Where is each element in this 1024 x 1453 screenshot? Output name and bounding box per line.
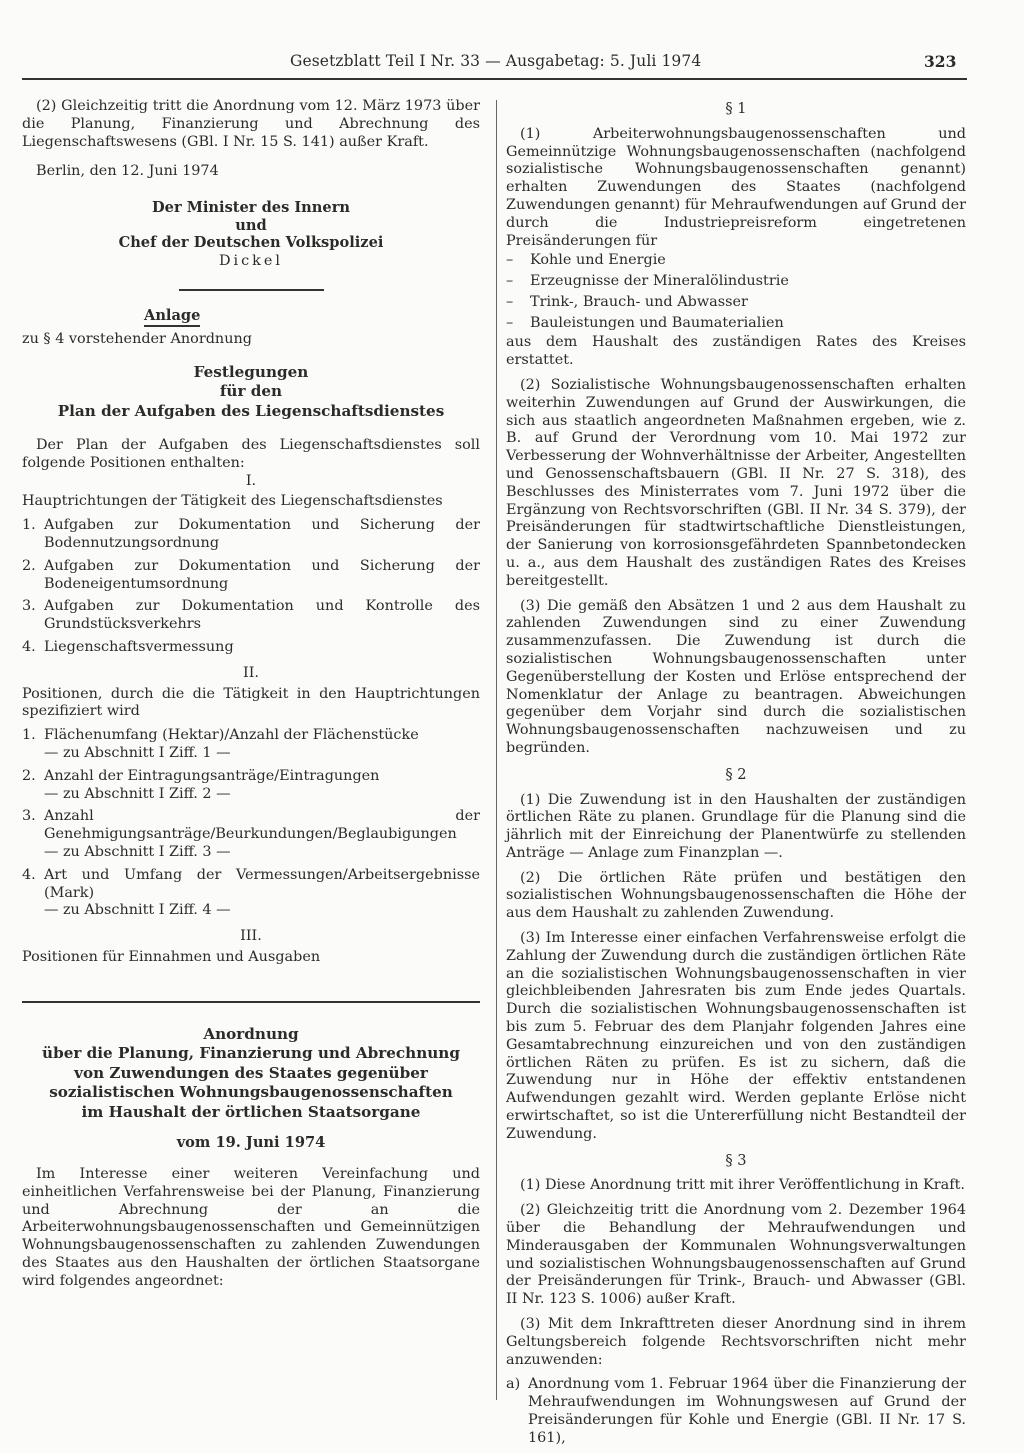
order-title-line: von Zuwendungen des Staates gegenüber [74,1063,428,1082]
paragraph-3-heading: § 3 [725,1151,747,1169]
paragraph-2-clause-1: (1) Die Zuwendung ist in den Haushalten der zuständigen örtlichen Räte zu planen. Grundlage für die Planung sind die jährlich mit der Einreichung der Planentwürfe zu stellenden Anträge — Anlage zum Finanzplan —. [506,791,966,861]
anlage-title-1: Festlegungen [193,362,309,381]
list-item: 3. Aufgaben zur Dokumentation und Kontrolle des Grundstücksverkehrs [22,598,480,633]
order-date: vom 19. Juni 1974 [176,1134,326,1152]
paragraph-2-clause-3: (3) Im Interesse einer einfachen Verfahrensweise erfolgt die Zahlung der Zuwendung durch die zuständigen örtlichen Räte an die sozialistischen Wohnungsbaugenossenschaften in vier gleichbleibenden Jahresraten bis zum Ende jedes Quartals. Durch die sozialistischen Wohnungsbaugenossenschaften ist bis zum 5. Februar des dem Planjahr folgenden Jahres eine Gesamtabrechnung einzureichen und von den zuständigen örtlichen Räten zu prüfen. Es ist zu sichern, daß die Zuwendung nur in Höhe der effektiv entstandenen Aufwendungen gezahlt wird. Werden geplante Erlöse nicht erwirtschaftet, so ist die Untererfüllung nicht Bestandteil der Zuwendung. [506,930,966,1142]
order-title [22,1025,480,1123]
right-column [506,98,966,1453]
list-item: 4. Liegenschaftsvermessung [22,639,234,656]
column-divider [496,100,497,1400]
previous-paragraph: (2) Gleichzeitig tritt die Anordnung vom 12. März 1973 über die Planung, Finanzierung und Abrechnung des Liegenschaftswesens (GBl. I Nr. 15 S. 141) außer Kraft. [22,98,480,150]
anlage-reference: zu § 4 vorstehender Anordnung [22,330,252,347]
signer-line-3: Chef der Deutschen Volkspolizei [118,234,384,252]
paragraph-3-clause-3: (3) Mit dem Inkrafttreten dieser Anordnung sind in ihrem Geltungsbereich folgende Rechtsvorschriften nicht mehr anzuwenden: [506,1316,966,1368]
section-1-number: I. [245,472,257,489]
paragraph-1-clause-3: (3) Die gemäß den Absätzen 1 und 2 aus dem Haushalt zu zahlenden Zuwendungen sind zu einer Zuwendung zusammenzufassen. Die Zuwendung ist durch die sozialistischen Wohnungsbaugenossenschaften unter Gegenüberstellung der Kosten und Erlöse entsprechend der Nomenklatur der Anlage zu beantragen. Abweichungen gegenüber dem Vorjahr sind durch die sozialistischen Wohnungsbaugenossenschaften nachzuweisen und zu begründen. [506,597,966,756]
list-item: – Trink-, Brauch- und Abwasser [506,292,966,313]
paragraph-1-clause-1: (1) Arbeiterwohnungsbaugenossenschaften und Gemeinnützige Wohnungsbaugenossenschaften (nachfolgend sozialistische Wohnungsbaugenossenschaften genannt) erhalten Zuwendungen des Staates (nachfolgend Zuwendungen genannt) für Mehraufwendungen auf Grund der durch die Industriepreisreform eingetretenen Preisänderungen für [506,125,966,249]
list-item: a) Anordnung vom 1. Februar 1964 über die Finanzierung der Mehraufwendungen im Wohnungswesen auf Grund der Preisänderungen für Kohle und Energie (GBl. II Nr. 17 S. 161), [506,1376,966,1446]
anlage-title-2: für den [219,382,283,401]
paragraph-1-clause-1-end: aus dem Haushalt des zuständigen Rates des Kreises erstattet. [506,334,966,369]
paragraph-1-heading: § 1 [725,100,747,117]
paragraph-3-clause-2: (2) Gleichzeitig tritt die Anordnung vom 2. Dezember 1964 über die Behandlung der Mehraufwendungen und Minderausgaben der Kommunalen Wohnungsverwaltungen und sozialistischen Wohnungsbaugenossenschaften auf Grund der Preisänderungen für Trink-, Brauch- und Abwasser (GBl. II Nr. 123 S. 1006) außer Kraft. [506,1202,966,1308]
price-change-list [506,250,966,334]
signer-name: Dickel [218,252,284,269]
header-title: Gesetzblatt Teil I Nr. 33 — Ausgabetag: 5. Juli 1974 [290,52,702,70]
signature-rule [179,289,324,291]
section-2-heading: Positionen, durch die die Tätigkeit in den Hauptrichtungen spezifiziert wird [22,685,480,720]
section-separator [22,1001,480,1003]
repealed-list [506,1376,966,1447]
header-rule [22,78,967,80]
paragraph-3-clause-1: (1) Diese Anordnung tritt mit ihrer Veröffentlichung in Kraft. [520,1177,965,1194]
list-item: – Bauleistungen und Baumaterialien [506,313,966,334]
list-item: 1. Aufgaben zur Dokumentation und Sicherung der Bodennutzungsordnung [22,517,480,552]
order-title-line: über die Planung, Finanzierung und Abrechnung [42,1044,460,1063]
section-1-list [22,517,480,657]
list-item: – Erzeugnisse der Mineralölindustrie [506,271,966,292]
page-header [0,52,1024,76]
section-3-heading: Positionen für Einnahmen und Ausgaben [22,948,321,965]
list-item: – Kohle und Energie [506,250,966,271]
section-2-number: II. [243,664,259,681]
list-item: 4. Art und Umfang der Vermessungen/Arbeitsergebnisse (Mark) — zu Abschnitt I Ziff. 4 — [22,866,480,919]
list-item: 2. Anzahl der Eintragungsanträge/Eintragungen — zu Abschnitt I Ziff. 2 — [22,767,380,802]
paragraph-2-heading: § 2 [725,765,747,783]
place-date: Berlin, den 12. Juni 1974 [36,163,219,180]
section-2-list [22,727,480,920]
anlage-title-3: Plan der Aufgaben des Liegenschaftsdienstes [57,401,445,420]
order-title-line: im Haushalt der örtlichen Staatsorgane [81,1102,421,1121]
order-title-line: Anordnung [203,1024,299,1043]
list-item: 1. Flächenumfang (Hektar)/Anzahl der Flächenstücke — zu Abschnitt I Ziff. 1 — [22,727,419,762]
anlage-intro: Der Plan der Aufgaben des Liegenschaftsdienstes soll folgende Positionen enthalten: [22,437,480,471]
signer-line-1: Der Minister des Innern [152,199,350,217]
list-item: 2. Aufgaben zur Dokumentation und Sicherung der Bodeneigentumsordnung [22,557,480,592]
paragraph-1-clause-2: (2) Sozialistische Wohnungsbaugenossenschaften erhalten weiterhin Zuwendungen auf Grund der Auswirkungen, die sich aus staatlich angeordneten Maßnahmen ergeben, wie z. B. auf Grund der Verordnung vom 10. Mai 1972 zur Verbesserung der Wohnverhältnisse der Arbeiter, Angestellten und Genossenschaftsbauern (GBl. II Nr. 27 S. 318), des Beschlusses des Ministerrates vom 7. Juni 1972 über die Ergänzung von Rechtsvorschriften (GBl. II Nr. 34 S. 379), der Preisänderungen für stadtwirtschaftliche Dienstleistungen, der Sanierung von korrosionsgefährdeten Spannbetondecken u. a., aus dem Haushalt des zuständigen Rates des Kreises bereitgestellt. [506,376,966,589]
signer-line-2: und [235,216,267,234]
section-1-heading: Hauptrichtungen der Tätigkeit des Liegenschaftsdienstes [22,493,443,510]
anlage-label: Anlage [144,307,200,327]
order-preamble: Im Interesse einer weiteren Vereinfachung und einheitlichen Verfahrensweise bei der Planung, Finanzierung und Abrechnung der an die Arbeiterwohnungsbaugenossenschaften und Gemeinnützigen Wohnungsbaugenossenschaften zu zahlenden Zuwendungen des Staates aus den Haushalten der örtlichen Staatsorgane wird folgendes angeordnet: [22,1166,480,1289]
section-3-number: III. [240,928,262,945]
list-item: 3. Anzahl der Genehmigungsanträge/Beurkundungen/Beglaubigungen — zu Abschnitt I Ziff. 3 — [22,808,480,860]
left-column [22,98,480,1291]
paragraph-2-clause-2: (2) Die örtlichen Räte prüfen und bestätigen den sozialistischen Wohnungsbaugenossenschaften die Höhe der aus dem Haushalt zu zahlenden Zuwendung. [506,869,966,922]
signature-block [22,199,480,271]
order-title-line: sozialistischen Wohnungsbaugenossenschaften [49,1083,453,1102]
page-number: 323 [924,52,957,71]
